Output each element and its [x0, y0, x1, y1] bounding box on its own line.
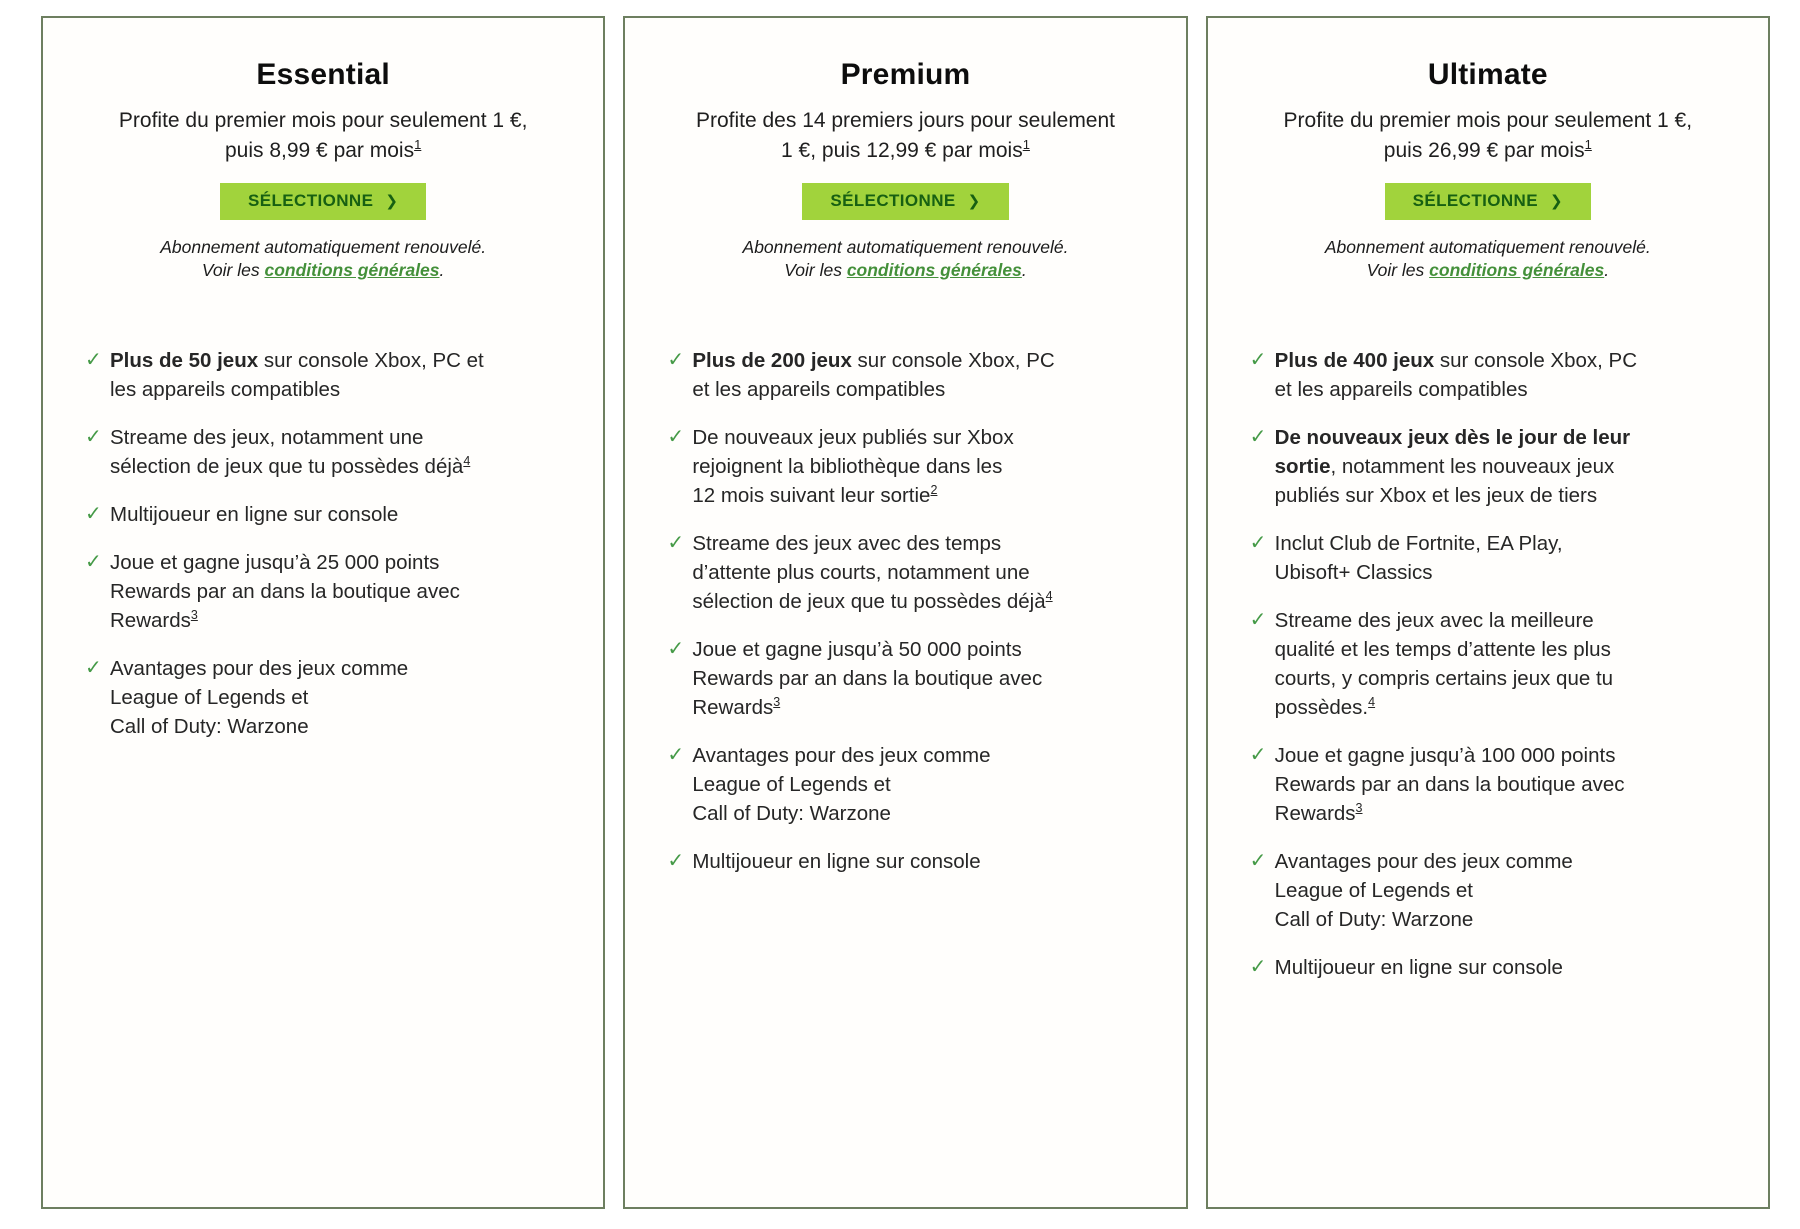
text-segment: Streame des jeux avec la meilleure: [1274, 609, 1594, 632]
feature-text: [1275, 741, 1625, 828]
text-segment: possèdes.: [1274, 696, 1369, 719]
check-icon: ✓: [667, 349, 685, 371]
button-row: [1236, 183, 1740, 220]
feature-item: [85, 346, 575, 404]
text-segment: 12 mois suivant leur sortie: [692, 484, 931, 507]
plan-price: [71, 106, 575, 166]
footnote-ref[interactable]: 4: [1045, 589, 1053, 604]
footnote-ref[interactable]: 4: [463, 454, 471, 469]
feature-item: [667, 346, 1157, 404]
check-icon: ✓: [667, 532, 685, 554]
check-icon: ✓: [85, 657, 102, 679]
text-segment: Rewards par an dans la boutique avec: [692, 667, 1043, 690]
text-segment: Call of Duty: Warzone: [110, 715, 309, 738]
text-segment: Voir les: [1366, 260, 1430, 280]
text-segment: puis 8,99 € par mois: [224, 139, 415, 162]
feature-item: [1250, 606, 1740, 722]
feature-item: [85, 423, 575, 481]
text-segment: .: [1021, 260, 1027, 280]
renewal-note: [71, 236, 575, 282]
plan-title: Premium: [840, 58, 971, 91]
text-segment: Avantages pour des jeux comme: [1274, 850, 1573, 873]
text-segment: sur console Xbox, PC: [851, 349, 1055, 372]
text-segment: qualité et les temps d’attente les plus: [1274, 638, 1611, 661]
text-segment: League of Legends et: [692, 773, 891, 796]
footnote-ref[interactable]: 3: [1355, 801, 1363, 816]
text-segment: Avantages pour des jeux comme: [110, 657, 409, 680]
text-segment: Joue et gagne jusqu’à 25 000 points: [110, 551, 440, 574]
check-icon: ✓: [85, 503, 102, 525]
select-button-label: SÉLECTIONNE: [248, 191, 374, 210]
text-segment: Call of Duty: Warzone: [1274, 908, 1474, 931]
text-segment: .: [439, 260, 445, 280]
text-segment: Ubisoft+ Classics: [1274, 561, 1433, 584]
text-segment: , notamment les nouveaux jeux: [1330, 455, 1615, 478]
feature-item: [1250, 423, 1740, 510]
feature-item: [1250, 346, 1740, 404]
feature-text: [692, 346, 1054, 404]
footnote-ref[interactable]: 3: [773, 695, 781, 710]
text-segment: Abonnement automatiquement renouvelé.: [742, 237, 1069, 257]
feature-text: [692, 847, 980, 876]
text-segment: sélection de jeux que tu possèdes déjà: [110, 455, 464, 478]
check-icon: ✓: [667, 638, 685, 660]
text-segment: Rewards: [692, 696, 774, 719]
feature-item: [667, 635, 1157, 722]
text-segment: Voir les: [201, 260, 265, 280]
check-icon: ✓: [85, 349, 102, 371]
button-row: [653, 183, 1157, 220]
feature-item: [1250, 953, 1740, 982]
footnote-ref[interactable]: 2: [930, 483, 938, 498]
feature-item: [1250, 847, 1740, 934]
feature-text: [692, 741, 990, 828]
feature-text: [1275, 423, 1630, 510]
check-icon: ✓: [1249, 956, 1267, 978]
plan-card-essential: [41, 16, 605, 1209]
feature-text: [110, 500, 398, 529]
text-segment: League of Legends et: [110, 686, 309, 709]
check-icon: ✓: [667, 850, 685, 872]
plan-title: Ultimate: [1427, 58, 1548, 91]
text-segment: Abonnement automatiquement renouvelé.: [1324, 237, 1651, 257]
select-button[interactable]: [1385, 183, 1591, 220]
text-segment: sur console Xbox, PC: [1434, 349, 1638, 372]
select-button-label: SÉLECTIONNE: [830, 191, 956, 210]
text-segment: Profite du premier mois pour seulement 1 €,: [1283, 109, 1693, 132]
text-segment: De nouveaux jeux dès le jour de leur: [1274, 426, 1631, 449]
text-segment: Plus de 400 jeux: [1274, 349, 1435, 372]
check-icon: ✓: [1249, 349, 1267, 371]
text-segment: Call of Duty: Warzone: [692, 802, 891, 825]
text-segment: League of Legends et: [1274, 879, 1473, 902]
text-segment: Abonnement automatiquement renouvelé.: [160, 237, 487, 257]
check-icon: ✓: [1249, 744, 1267, 766]
button-row: [71, 183, 575, 220]
feature-item: [1250, 529, 1740, 587]
check-icon: ✓: [667, 744, 685, 766]
check-icon: ✓: [1249, 850, 1267, 872]
text-segment: et les appareils compatibles: [1274, 378, 1528, 401]
feature-text: [1275, 953, 1563, 982]
chevron-right-icon: ❯: [1549, 193, 1563, 210]
feature-item: [667, 529, 1157, 616]
text-segment: Multijoueur en ligne sur console: [1274, 956, 1563, 979]
terms-link[interactable]: conditions générales: [846, 260, 1022, 280]
text-segment: sur console Xbox, PC et: [258, 349, 484, 372]
feature-list: [1236, 346, 1740, 982]
feature-text: [1275, 529, 1563, 587]
text-segment: Streame des jeux avec des temps: [692, 532, 1002, 555]
renewal-note: [1236, 236, 1740, 282]
feature-item: [85, 654, 575, 741]
feature-text: [110, 423, 470, 481]
text-segment: publiés sur Xbox et les jeux de tiers: [1274, 484, 1598, 507]
select-button-label: SÉLECTIONNE: [1412, 191, 1538, 210]
text-segment: Multijoueur en ligne sur console: [692, 850, 981, 873]
feature-text: [110, 548, 460, 635]
text-segment: sélection de jeux que tu possèdes déjà: [692, 590, 1046, 613]
select-button[interactable]: [802, 183, 1008, 220]
chevron-right-icon: ❯: [385, 193, 399, 210]
text-segment: et les appareils compatibles: [692, 378, 946, 401]
feature-item: [1250, 741, 1740, 828]
text-segment: les appareils compatibles: [110, 378, 341, 401]
text-segment: Plus de 50 jeux: [110, 349, 259, 372]
plan-title: Essential: [256, 58, 390, 91]
text-segment: rejoignent la bibliothèque dans les: [692, 455, 1003, 478]
feature-text: [692, 635, 1042, 722]
text-segment: Rewards: [1274, 802, 1356, 825]
check-icon: ✓: [667, 426, 685, 448]
text-segment: Avantages pour des jeux comme: [692, 744, 991, 767]
feature-item: [667, 741, 1157, 828]
check-icon: ✓: [85, 426, 102, 448]
text-segment: Plus de 200 jeux: [692, 349, 852, 372]
text-segment: Rewards par an dans la boutique avec: [1274, 773, 1625, 796]
feature-item: [667, 847, 1157, 876]
feature-list: [71, 346, 575, 741]
text-segment: Inclut Club de Fortnite, EA Play,: [1274, 532, 1563, 555]
feature-text: [1275, 346, 1637, 404]
text-segment: Profite du premier mois pour seulement 1 €,: [118, 109, 528, 132]
feature-text: [110, 346, 484, 404]
text-segment: Streame des jeux, notamment une: [110, 426, 424, 449]
footnote-ref[interactable]: 3: [190, 608, 198, 623]
text-segment: puis 26,99 € par mois: [1383, 139, 1585, 162]
feature-text: [1275, 606, 1613, 722]
renewal-note: [653, 236, 1157, 282]
check-icon: ✓: [85, 551, 102, 573]
text-segment: Joue et gagne jusqu’à 50 000 points: [692, 638, 1022, 661]
text-segment: Rewards par an dans la boutique avec: [110, 580, 460, 603]
text-segment: Multijoueur en ligne sur console: [110, 503, 399, 526]
chevron-right-icon: ❯: [967, 193, 981, 210]
check-icon: ✓: [1249, 426, 1267, 448]
text-segment: Joue et gagne jusqu’à 100 000 points: [1274, 744, 1616, 767]
footnote-ref[interactable]: 1: [1022, 137, 1030, 152]
text-segment: .: [1604, 260, 1610, 280]
feature-list: [653, 346, 1157, 876]
feature-text: [1275, 847, 1573, 934]
text-segment: d’attente plus courts, notamment une: [692, 561, 1030, 584]
text-segment: sortie: [1274, 455, 1331, 478]
check-icon: ✓: [1249, 532, 1267, 554]
text-segment: courts, y compris certains jeux que tu: [1274, 667, 1614, 690]
terms-link[interactable]: conditions générales: [264, 260, 440, 280]
text-segment: Profite des 14 premiers jours pour seulement: [695, 109, 1116, 132]
feature-text: [110, 654, 408, 741]
footnote-ref[interactable]: 1: [1584, 137, 1592, 152]
text-segment: De nouveaux jeux publiés sur Xbox: [692, 426, 1014, 449]
footnote-ref[interactable]: 1: [414, 137, 422, 152]
plan-price: [1236, 106, 1740, 166]
feature-item: [85, 548, 575, 635]
plan-card-ultimate: [1206, 16, 1770, 1209]
terms-link[interactable]: conditions générales: [1429, 260, 1605, 280]
check-icon: ✓: [1249, 609, 1267, 631]
footnote-ref[interactable]: 4: [1368, 695, 1376, 710]
text-segment: Voir les: [784, 260, 847, 280]
text-segment: Rewards: [110, 609, 191, 632]
text-segment: 1 €, puis 12,99 € par mois: [781, 139, 1023, 162]
feature-item: [667, 423, 1157, 510]
feature-item: [85, 500, 575, 529]
feature-text: [692, 529, 1052, 616]
select-button[interactable]: [220, 183, 426, 220]
feature-text: [692, 423, 1013, 510]
plan-price: [653, 106, 1157, 166]
plan-card-premium: [623, 16, 1187, 1209]
